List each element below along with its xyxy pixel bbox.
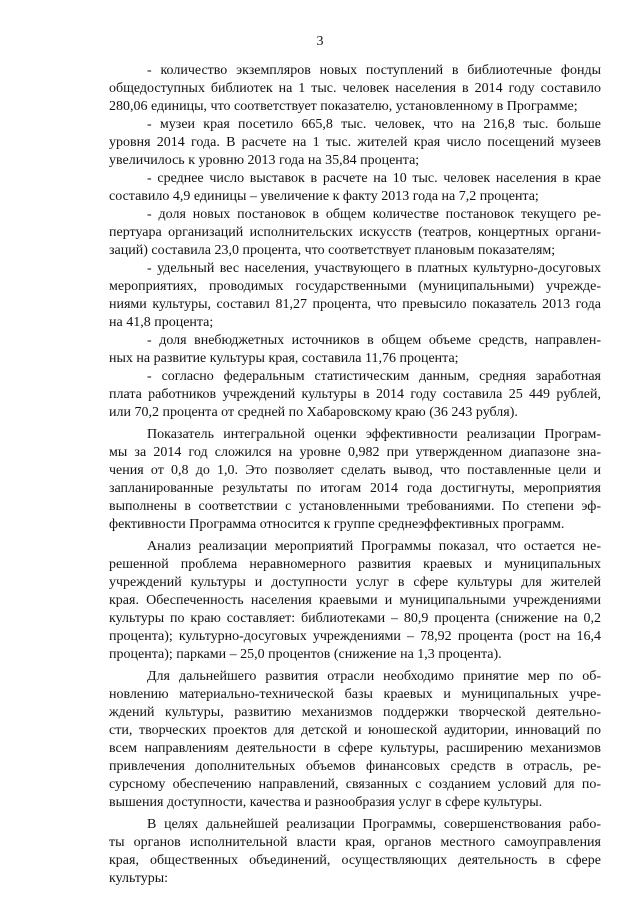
text-line: мы за 2014 год сложился на уровне 0,982 при утвержденном диапазоне зна- bbox=[109, 445, 601, 460]
text-line: новлению материально-технической базы краевых и муниципальных учре- bbox=[109, 687, 601, 702]
text-line: увеличилось к уровню 2013 года на 35,84 процента; bbox=[109, 153, 420, 168]
text-line: сурсному обеспечению направлений, связанных с созданием условий для по- bbox=[109, 777, 601, 792]
text-line: - доля внебюджетных источников в общем объеме средств, направлен- bbox=[147, 333, 601, 348]
text-line: Показатель интегральной оценки эффективности реализации Програм- bbox=[147, 427, 601, 442]
text-line: ждений культуры, развитию механизмов поддержки творческой деятельно- bbox=[109, 705, 601, 720]
text-line: культуры: bbox=[109, 871, 169, 886]
text-line: В целях дальнейшей реализации Программы, совершенствования рабо- bbox=[147, 817, 601, 832]
text-line: составило 4,9 единицы – увеличение к факту 2013 года на 7,2 процента; bbox=[109, 189, 539, 204]
text-line: на 41,8 процента; bbox=[109, 315, 214, 330]
text-line: - среднее число выставок в расчете на 10 тыс. человек населения в крае bbox=[147, 171, 601, 186]
text-line: процента); культурно-досуговых учреждениями – 78,92 процента (рост на 16,4 bbox=[109, 629, 601, 644]
text-line: общедоступных библиотек на 1 тыс. человек населения в 2014 году составило bbox=[109, 81, 601, 96]
text-line: вышения доступности, качества и разнообразия услуг в сфере культуры. bbox=[109, 795, 543, 810]
text-line: учреждений культуры и доступности услуг в сфере культуры для жителей bbox=[109, 575, 601, 590]
text-line: края, общественных объединений, осуществляющих деятельность в сфере bbox=[109, 853, 601, 868]
text-line: культуры по краю составляет: библиотеками – 80,9 процента (снижение на 0,2 bbox=[109, 611, 601, 626]
text-line: уровня 2014 года. В расчете на 1 тыс. жителей края число посещений музеев bbox=[109, 135, 601, 150]
text-line: ных на развитие культуры края, составила 11,76 процента; bbox=[109, 351, 459, 366]
text-line: мероприятиях, проводимых государственными (муниципальными) учрежде- bbox=[109, 279, 601, 294]
text-line: фективности Программа относится к группе среднеэффективных программ. bbox=[109, 517, 565, 532]
text-line: процента); парками – 25,0 процентов (снижение на 1,3 процента). bbox=[109, 647, 502, 662]
text-line: всем направлениям деятельности в сфере культуры, расширению механизмов bbox=[109, 741, 601, 756]
text-line: края. Обеспеченность населения краевыми и муниципальными учреждениями bbox=[109, 593, 601, 608]
text-line: ниями культуры, составил 81,27 процента, что превысило показатель 2013 года bbox=[109, 297, 601, 312]
text-line: ты органов исполнительной власти края, органов местного самоуправления bbox=[109, 835, 601, 850]
text-line: решенной проблема неравномерного развития краевых и муниципальных bbox=[109, 557, 601, 572]
text-line: - согласно федеральным статистическим данным, средняя заработная bbox=[147, 369, 601, 384]
text-line: пертуара организаций исполнительских искусств (театров, концертных органи- bbox=[109, 225, 601, 240]
text-line: заций) составила 23,0 процента, что соответствует плановым показателям; bbox=[109, 243, 556, 258]
document-body bbox=[109, 62, 601, 888]
text-line: Анализ реализации мероприятий Программы показал, что остается не- bbox=[147, 539, 601, 554]
text-line: чения от 0,8 до 1,0. Это позволяет сделать вывод, что поставленные цели и bbox=[109, 463, 601, 478]
text-line: - удельный вес населения, участвующего в платных культурно-досуговых bbox=[147, 261, 601, 276]
text-line: 280,06 единицы, что соответствует показателю, установленному в Программе; bbox=[109, 99, 578, 114]
text-line: привлечения дополнительных объемов финансовых средств в отрасль, ре- bbox=[109, 759, 601, 774]
text-line: - доля новых постановок в общем количестве постановок текущего ре- bbox=[147, 207, 601, 222]
text-line: запланированные результаты по итогам 2014 года достигнуты, мероприятия bbox=[109, 481, 601, 496]
text-line: плата работников учреждений культуры в 2014 году составила 25 449 рублей, bbox=[109, 387, 601, 402]
text-line: Для дальнейшего развития отрасли необходимо принятие мер по об- bbox=[147, 669, 601, 684]
text-line: - музеи края посетило 665,8 тыс. человек, что на 216,8 тыс. больше bbox=[147, 117, 601, 132]
text-line: выполнены в соответствии с установленными требованиями. По степени эф- bbox=[109, 499, 601, 514]
text-line: сти, творческих проектов для детской и юношеской аудитории, инноваций по bbox=[109, 723, 601, 738]
page-number: 3 bbox=[316, 34, 324, 49]
text-line: или 70,2 процента от средней по Хабаровскому краю (36 243 рубля). bbox=[109, 405, 518, 420]
text-line: - количество экземпляров новых поступлений в библиотечные фонды bbox=[147, 63, 601, 78]
